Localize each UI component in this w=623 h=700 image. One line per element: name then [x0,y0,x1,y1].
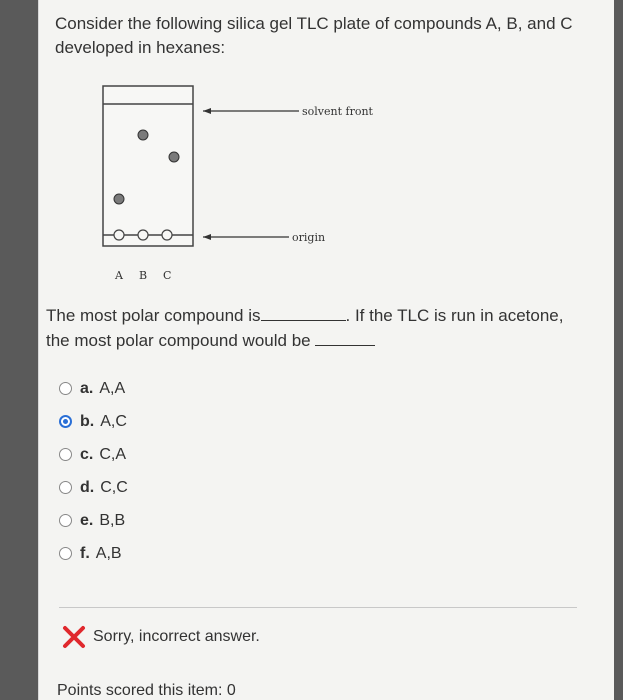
origin-spot-c [162,230,172,240]
x-icon [61,624,87,650]
option-c[interactable] [59,438,128,471]
option-a-text: A,A [99,379,126,397]
answer-blank-2 [315,331,375,346]
option-e[interactable] [59,504,128,537]
radio-e[interactable] [59,514,72,527]
origin-spot-b [138,230,148,240]
spot-b [138,130,148,140]
answer-blank-1 [261,306,346,321]
points-scored: Points scored this item: 0 [57,682,236,699]
option-a[interactable] [59,372,128,405]
option-e-text: B,B [99,511,126,529]
tlc-plate-diagram [99,80,419,295]
radio-b[interactable] [59,415,72,428]
prompt-part2: . If the TLC is run in acetone, [345,306,564,325]
origin-spot-a [114,230,124,240]
option-f-text: A,B [95,544,122,562]
lane-label-b: B [139,269,148,282]
option-b[interactable] [59,405,128,438]
radio-a[interactable] [59,382,72,395]
lane-label-c: C [163,269,172,282]
option-d-text: C,C [100,478,128,496]
question-card [38,0,614,700]
option-b-letter: b. [80,412,95,430]
prompt-part1: The most polar compound is [46,306,261,325]
option-c-text: C,A [99,445,127,463]
origin-label: origin [292,231,326,244]
divider [59,607,577,608]
option-a-letter: a. [80,379,94,397]
feedback-text: Sorry, incorrect answer. [93,628,260,645]
option-b-text: A,C [100,412,127,430]
option-f[interactable] [59,537,128,570]
lane-label-a: A [115,269,123,282]
feedback [61,624,260,650]
option-d[interactable] [59,471,128,504]
option-e-letter: e. [80,511,94,529]
spot-c [169,152,179,162]
option-c-letter: c. [80,445,94,463]
option-f-letter: f. [80,544,90,562]
spot-a [114,194,124,204]
tlc-plate [103,86,193,246]
question-text: Consider the following silica gel TLC plate of compounds A, B, and C developed in hexanes: [55,14,573,57]
option-d-letter: d. [80,478,95,496]
origin-arrow [203,234,211,240]
radio-f[interactable] [59,547,72,560]
prompt-text [46,303,606,353]
radio-d[interactable] [59,481,72,494]
radio-c[interactable] [59,448,72,461]
solvent-front-label: solvent front [302,105,373,118]
answer-options [59,372,128,570]
solvent-front-arrow [203,108,211,114]
prompt-part3: the most polar compound would be [46,331,311,350]
